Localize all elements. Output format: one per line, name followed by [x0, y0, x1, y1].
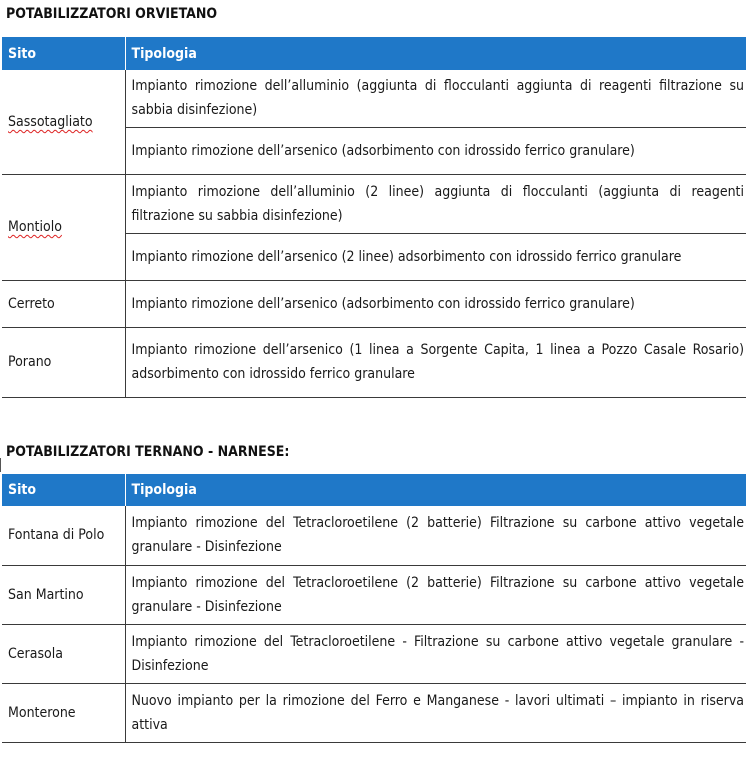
- site-name: Sassotagliato: [8, 113, 93, 130]
- column-header-type: Tipologia: [125, 474, 746, 506]
- column-header-site: Sito: [2, 474, 125, 506]
- table-row: [2, 506, 746, 565]
- table-row: [2, 280, 746, 327]
- table-row: [2, 624, 746, 683]
- column-header-type: Tipologia: [125, 37, 746, 70]
- site-cell: Cerasola: [2, 624, 125, 683]
- type-cell: Nuovo impianto per la rimozione del Ferro e Manganese - lavori ultimati – impianto in riserva attiva: [125, 683, 746, 742]
- site-cell: Monterone: [2, 683, 125, 742]
- table-header-row: [2, 37, 746, 70]
- table-ternano-narnese: [2, 474, 746, 743]
- section-title-orvietano: POTABILIZZATORI ORVIETANO: [6, 6, 218, 22]
- table-header-row: [2, 474, 746, 506]
- type-cell: Impianto rimozione del Tetracloroetilene (2 batterie) Filtrazione su carbone attivo vegetale granulare - Disinfezione: [125, 506, 746, 565]
- site-name: Montiolo: [8, 219, 62, 235]
- type-cell: Impianto rimozione del Tetracloroetilene - Filtrazione su carbone attivo vegetale granulare - Disinfezione: [125, 624, 746, 683]
- type-cell: Impianto rimozione dell’alluminio (2 linee) aggiunta di flocculanti (aggiunta di reagenti filtrazione su sabbia disinfezione): [125, 174, 746, 233]
- table-row: [2, 174, 746, 233]
- table-row: [2, 683, 746, 742]
- site-cell: [2, 70, 125, 174]
- type-cell: Impianto rimozione del Tetracloroetilene (2 batterie) Filtrazione su carbone attivo vegetale granulare - Disinfezione: [125, 565, 746, 624]
- site-cell: [2, 174, 125, 280]
- table-row: [2, 565, 746, 624]
- type-cell: Impianto rimozione dell’arsenico (adsorbimento con idrossido ferrico granulare): [125, 127, 746, 174]
- site-cell: San Martino: [2, 565, 125, 624]
- text-cursor: [0, 458, 1, 472]
- table-row: [2, 327, 746, 397]
- section-title-ternano-narnese: POTABILIZZATORI TERNANO - NARNESE:: [6, 444, 290, 460]
- column-header-site: Sito: [2, 37, 125, 70]
- type-cell: Impianto rimozione dell’arsenico (adsorbimento con idrossido ferrico granulare): [125, 280, 746, 327]
- type-cell: Impianto rimozione dell’arsenico (2 linee) adsorbimento con idrossido ferrico granulare: [125, 233, 746, 280]
- table-orvietano: [2, 37, 746, 398]
- type-cell: Impianto rimozione dell’alluminio (aggiunta di flocculanti aggiunta di reagenti filtrazione su sabbia disinfezione): [125, 70, 746, 127]
- site-cell: Porano: [2, 327, 125, 397]
- site-cell: Fontana di Polo: [2, 506, 125, 565]
- table-row: [2, 70, 746, 127]
- type-cell: Impianto rimozione dell’arsenico (1 linea a Sorgente Capita, 1 linea a Pozzo Casale Rosario) adsorbimento con idrossido ferrico granulare: [125, 327, 746, 397]
- site-cell: Cerreto: [2, 280, 125, 327]
